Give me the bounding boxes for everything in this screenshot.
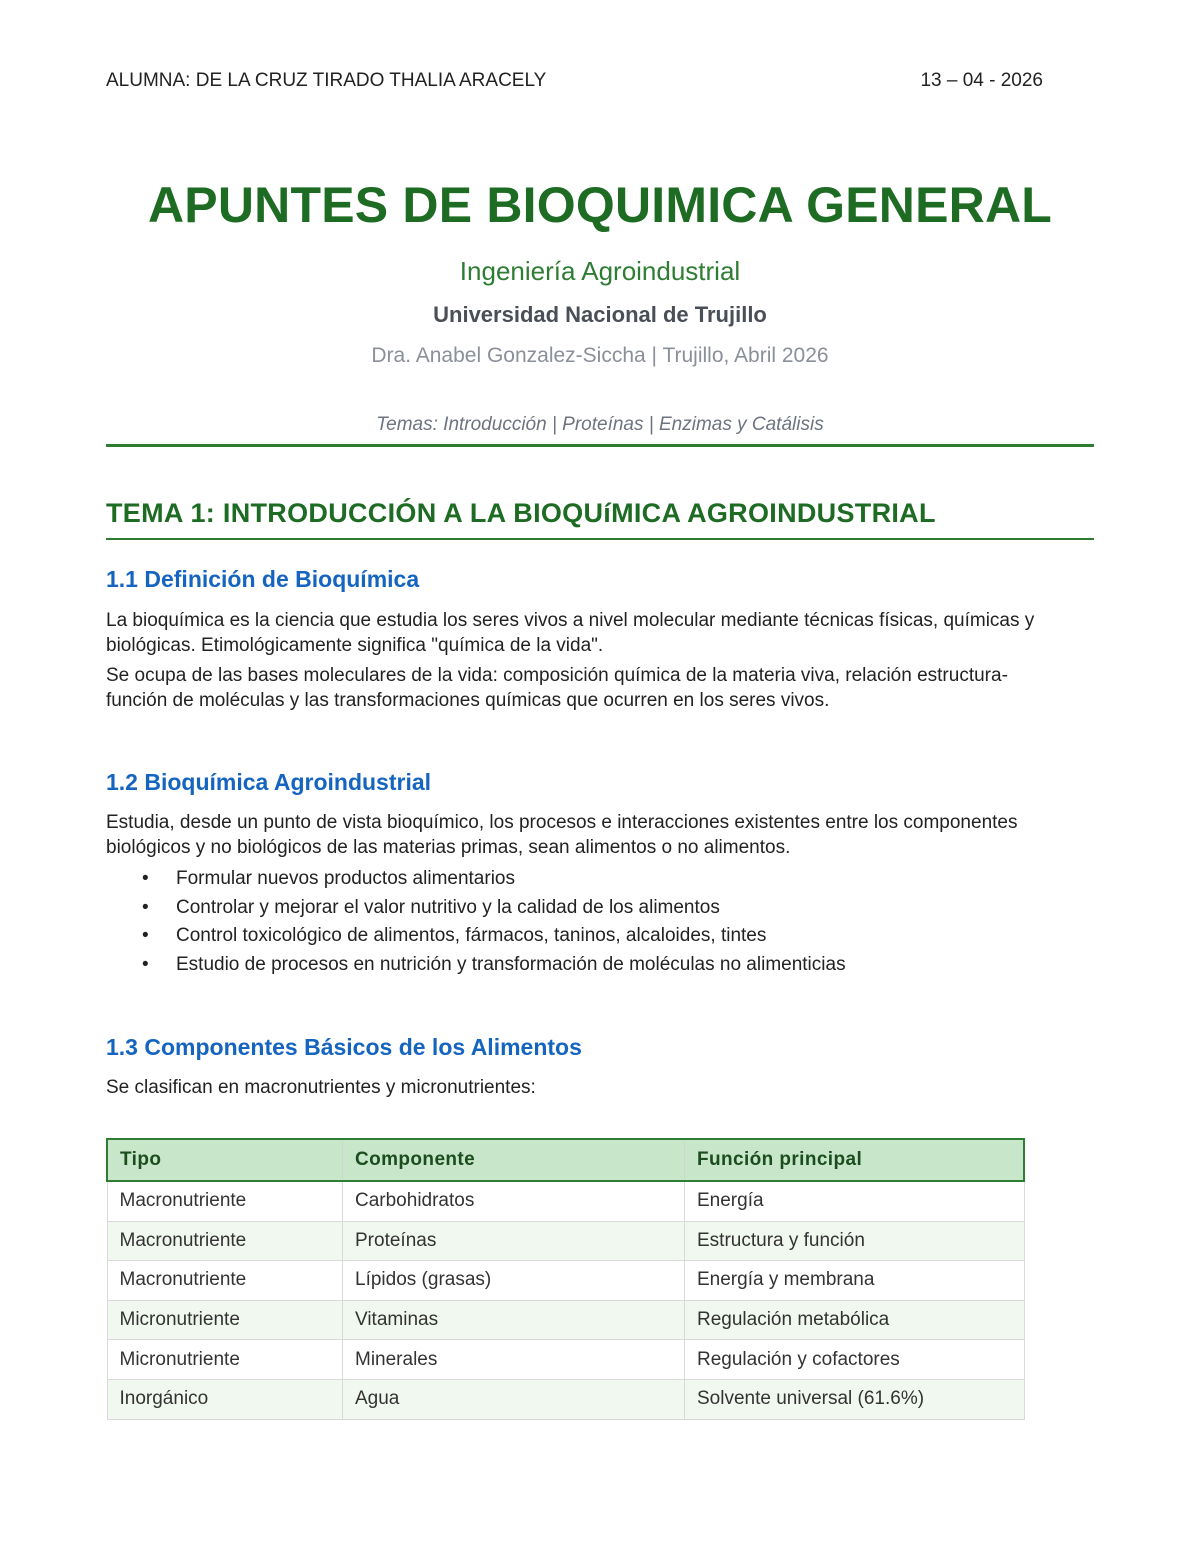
list-item-text: Formular nuevos productos alimentarios [176,868,515,889]
column-header-tipo: Tipo [107,1139,343,1181]
list-item-text: Estudio de procesos en nutrición y transformación de moléculas no alimenticias [176,954,846,976]
bullet-icon: • [142,896,149,918]
list-item-text: Control toxicológico de alimentos, fármacos, taninos, alcaloides, tintes [176,925,767,947]
document-subtitle: Ingeniería Agroindustrial [459,256,741,286]
table-row [107,1300,1024,1340]
table-cell: Micronutriente [107,1340,343,1380]
title-divider [106,444,1094,447]
list-item [106,866,846,895]
table-cell: Estructura y función [685,1221,1025,1261]
list-item-text: Controlar y mejorar el valor nutritivo y la calidad de los alimentos [176,896,720,918]
table-row [107,1379,1024,1419]
table-cell: Proteínas [343,1221,685,1261]
table-cell: Energía y membrana [685,1261,1025,1301]
author-line: Dra. Anabel Gonzalez-Siccha | Trujillo, Abril 2026 [371,344,829,367]
table-cell: Macronutriente [107,1181,343,1221]
column-header-componente: Componente [343,1139,685,1181]
topics-line: Temas: Introducción | Proteínas | Enzimas y Catálisis [376,414,824,435]
table-cell: Macronutriente [107,1221,343,1261]
university-name: Universidad Nacional de Trujillo [433,302,767,327]
list-item [106,952,846,981]
section-1-1-paragraph-1: La bioquímica es la ciencia que estudia los seres vivos a nivel molecular mediante técnicas físicas, químicas y biológicas. Etimológicamente significa "química de la vida". [106,610,1035,656]
section-1-2-paragraph: Estudia, desde un punto de vista bioquímico, los procesos e interacciones existentes entre los componentes biológicos y no biológicos de las materias primas, sean alimentos o no alimentos. [106,812,1018,858]
table-row [107,1340,1024,1380]
table-cell: Vitaminas [343,1300,685,1340]
table-cell: Minerales [343,1340,685,1380]
table-header-row [107,1139,1024,1181]
list-item [106,895,846,924]
table-cell: Carbohidratos [343,1181,685,1221]
table-row [107,1261,1024,1301]
bullet-icon: • [142,954,149,976]
table-cell: Inorgánico [107,1379,343,1419]
document-title: APUNTES DE BIOQUIMICA GENERAL [148,177,1052,233]
header-date: 13 – 04 - 2026 [920,70,1043,91]
table-cell: Micronutriente [107,1300,343,1340]
tema-divider [106,538,1094,540]
section-1-3-heading: 1.3 Componentes Básicos de los Alimentos [106,1034,582,1060]
section-1-1-heading: 1.1 Definición de Bioquímica [106,566,420,592]
table-cell: Regulación metabólica [685,1300,1025,1340]
column-header-funcion: Función principal [685,1139,1025,1181]
tema-1-heading: TEMA 1: INTRODUCCIÓN A LA BIOQUíMICA AGROINDUSTRIAL [106,498,936,528]
table-cell: Energía [685,1181,1025,1221]
section-1-1-paragraph-2: Se ocupa de las bases moleculares de la vida: composición química de la materia viva, relación estructura-función de moléculas y las transformaciones químicas que ocurren en los seres vivos. [106,665,1008,711]
section-1-2-heading: 1.2 Bioquímica Agroindustrial [106,769,432,795]
list-item [106,923,846,952]
page-header [106,70,1043,92]
table-cell: Regulación y cofactores [685,1340,1025,1380]
table-cell: Solvente universal (61.6%) [685,1379,1025,1419]
bullet-icon: • [142,925,149,947]
table-cell: Lípidos (grasas) [343,1261,685,1301]
bullet-icon: • [142,868,149,889]
section-1-2-bullet-list [106,866,846,981]
table-row [107,1181,1024,1221]
student-name: ALUMNA: DE LA CRUZ TIRADO THALIA ARACELY [106,70,547,91]
table-row [107,1221,1024,1261]
table-cell: Macronutriente [107,1261,343,1301]
table-cell: Agua [343,1379,685,1419]
components-table [106,1138,1025,1420]
section-1-3-paragraph: Se clasifican en macronutrientes y micronutrientes: [106,1077,536,1098]
